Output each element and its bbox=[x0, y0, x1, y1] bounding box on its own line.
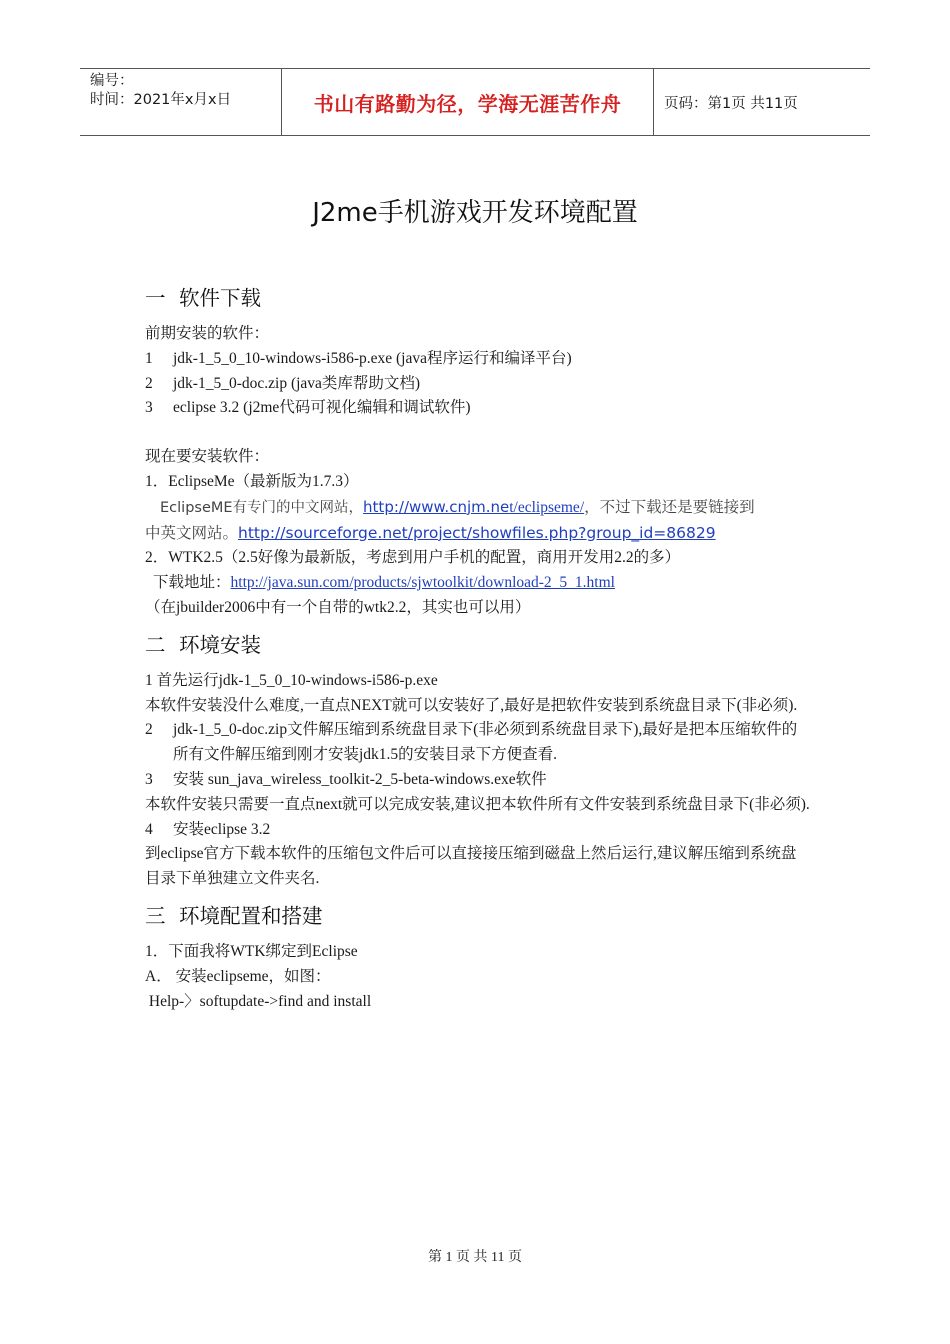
paragraph-download: 下载地址：http://java.sun.com/products/sjwtoolkit/download-2_5_1.html bbox=[153, 574, 615, 592]
section-number: 一 bbox=[145, 286, 166, 310]
step-1-title: 1 首先运行jdk-1_5_0_10-windows-i586-p.exe bbox=[145, 671, 438, 689]
section-heading-config bbox=[145, 898, 810, 934]
step-4-body: 到eclipse官方下载本软件的压缩包文件后可以直接接压缩到磁盘上然后运行,建议解压缩到系统盘目录下单独建立文件夹名. bbox=[145, 845, 797, 888]
header-meta bbox=[80, 69, 282, 135]
page-footer: 第 1 页 共 11 页 bbox=[428, 1250, 522, 1265]
list-item: 3 eclipse 3.2 (j2me代码可视化编辑和调试软件) bbox=[145, 399, 471, 417]
section-number: 二 bbox=[145, 632, 166, 657]
paragraph-eclipseme-desc-cont: 中英文网站。http://sourceforge.net/project/showfiles.php?group_id=86829 bbox=[145, 523, 716, 542]
list-item: 2 jdk-1_5_0-doc.zip (java类库帮助文档) bbox=[145, 374, 421, 392]
header-motto: 书山有路勤为径，学海无涯苦作舟 bbox=[282, 69, 654, 135]
document-title: J2me手机游戏开发环境配置 bbox=[312, 198, 638, 228]
config-line-3: Help-〉softupdate->find and install bbox=[145, 992, 372, 1010]
config-line-1: 1．下面我将WTK绑定到Eclipse bbox=[145, 942, 358, 960]
section-title: 环境安装 bbox=[179, 632, 261, 657]
section-title: 软件下载 bbox=[179, 286, 261, 310]
section-heading-download bbox=[145, 280, 810, 316]
config-line-2: A． 安装eclipseme，如图： bbox=[145, 967, 331, 985]
link-cnjm-path[interactable]: t/eclipseme/ bbox=[509, 498, 585, 516]
header-page-info: 页码：第1页 共11页 bbox=[664, 95, 798, 112]
list-item-eclipseme: 1．EclipseMe（最新版为1.7.3） bbox=[145, 472, 359, 490]
doc-date: 时间：2021年x月x日 bbox=[90, 92, 232, 108]
link-sourceforge[interactable]: http://sourceforge.net/project/showfiles.php?group_id=86829 bbox=[238, 523, 716, 542]
step-4-title: 4 安装eclipse 3.2 bbox=[145, 820, 271, 838]
section-title: 环境配置和搭建 bbox=[179, 903, 323, 928]
list-item: 1 jdk-1_5_0_10-windows-i586-p.exe (java程序运行和编译平台) bbox=[145, 349, 572, 367]
step-1-body: 本软件安装没什么难度,一直点NEXT就可以安装好了,最好是把软件安装到系统盘目录下(非必须). bbox=[145, 696, 798, 714]
paragraph: 现在要安装软件： bbox=[145, 448, 270, 466]
step-2: 2 jdk-1_5_0-doc.zip文件解压缩到系统盘目录下(非必须到系统盘目录下),最好是把本压缩软件的所有文件解压缩到刚才安装jdk1.5的安装目录下方便查看. bbox=[145, 721, 798, 764]
paragraph-eclipseme-desc: EclipseME有专门的中文网站，http://www.cnjm.net/eclipseme/，不过下载还是要链接到 bbox=[160, 497, 755, 516]
link-cnjm[interactable]: http://www.cnjm.ne bbox=[363, 497, 510, 516]
document-body bbox=[145, 280, 810, 1014]
step-3-title: 3 安装 sun_java_wireless_toolkit-2_5-beta-windows.exe软件 bbox=[145, 770, 547, 788]
step-3-body: 本软件安装只需要一直点next就可以完成安装,建议把本软件所有文件安装到系统盘目录下(非必须). bbox=[145, 795, 810, 813]
paragraph: 前期安装的软件： bbox=[145, 325, 270, 342]
section-number: 三 bbox=[145, 903, 166, 928]
doc-number-label: 编号： bbox=[90, 73, 134, 89]
header-table bbox=[80, 68, 870, 136]
link-sun-wtk[interactable]: http://java.sun.com/products/sjwtoolkit/download-2_5_1.html bbox=[230, 574, 615, 592]
list-item-wtk: 2．WTK2.5（2.5好像为最新版，考虑到用户手机的配置，商用开发用2.2的多） bbox=[145, 549, 681, 567]
section-heading-install bbox=[145, 627, 810, 663]
paragraph-jbuilder-note: （在jbuilder2006中有一个自带的wtk2.2，其实也可以用） bbox=[145, 598, 531, 616]
